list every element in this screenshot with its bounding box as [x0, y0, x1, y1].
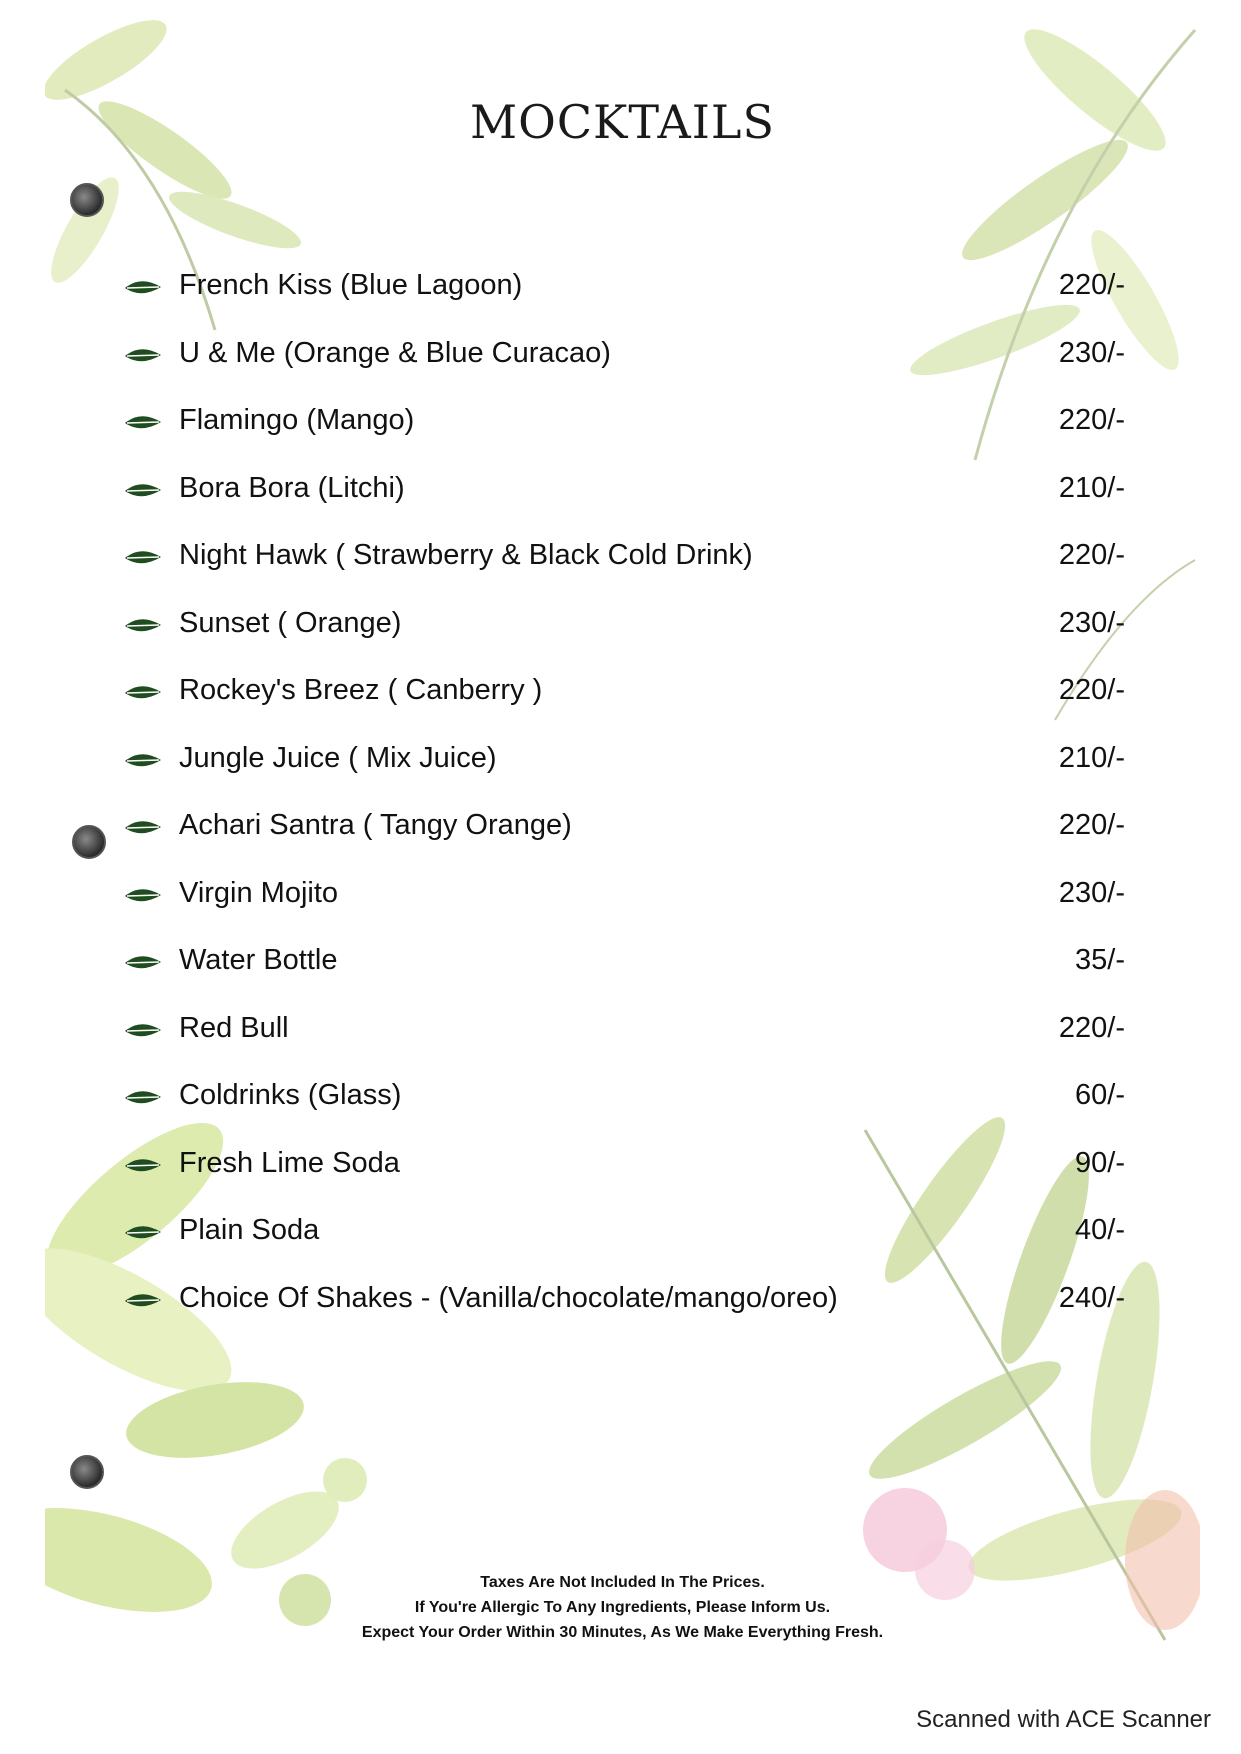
footer-line: Expect Your Order Within 30 Minutes, As We Make Everything Fresh. — [361, 1624, 884, 1641]
menu-item — [45, 805, 1200, 853]
menu-item-price: 220/- — [1058, 404, 1125, 436]
menu-item-price: 210/- — [1058, 471, 1125, 504]
menu-item — [45, 1075, 1200, 1123]
menu-item-name: Bora Bora (Litchi) — [179, 471, 405, 504]
menu-item-name: Sunset ( Orange) — [179, 606, 402, 639]
leaf-bullet-icon — [123, 883, 163, 907]
menu-item-name: French Kiss (Blue Lagoon) — [179, 269, 523, 301]
page-title: MOCKTAILS — [470, 95, 775, 149]
menu-item — [45, 265, 1200, 313]
leaf-bullet-icon — [123, 1288, 163, 1312]
menu-item-price: 35/- — [1075, 944, 1125, 976]
menu-item-price: 220/- — [1058, 269, 1125, 301]
leaf-bullet-icon — [123, 1153, 163, 1177]
menu-item-price: 220/- — [1058, 674, 1125, 706]
menu-item-price: 220/- — [1058, 809, 1125, 841]
menu-item-name: U & Me (Orange & Blue Curacao) — [179, 336, 611, 369]
menu-item — [45, 940, 1200, 988]
menu-item-price: 230/- — [1058, 606, 1125, 639]
menu-item-name: Red Bull — [179, 1011, 289, 1044]
menu-item — [45, 400, 1200, 448]
menu-item — [45, 603, 1200, 651]
leaf-bullet-icon — [123, 1018, 163, 1042]
menu-item-price: 220/- — [1058, 539, 1125, 571]
leaf-bullet-icon — [123, 1085, 163, 1109]
menu-item — [45, 1210, 1200, 1258]
menu-item-name: Plain Soda — [179, 1214, 320, 1246]
footer-notes — [45, 1570, 1200, 1645]
menu-item-name: Virgin Mojito — [179, 876, 339, 909]
binder-hole-icon — [70, 183, 104, 217]
menu-item-name: Choice Of Shakes - (Vanilla/chocolate/mango/oreo) — [179, 1281, 838, 1314]
menu-item-name: Achari Santra ( Tangy Orange) — [179, 809, 572, 841]
menu-item — [45, 738, 1200, 786]
leaf-bullet-icon — [123, 950, 163, 974]
menu-item-name: Coldrinks (Glass) — [179, 1079, 402, 1111]
leaf-bullet-icon — [123, 815, 163, 839]
menu-item — [45, 333, 1200, 381]
leaf-bullet-icon — [123, 545, 163, 569]
menu-item-price: 230/- — [1058, 876, 1125, 909]
menu-item-price: 210/- — [1058, 741, 1125, 774]
footer-line: If You're Allergic To Any Ingredients, Please Inform Us. — [414, 1599, 831, 1616]
menu-item-name: Night Hawk ( Strawberry & Black Cold Drink) — [179, 539, 753, 571]
menu-item-price: 90/- — [1075, 1146, 1125, 1179]
binder-hole-icon — [70, 1455, 104, 1489]
menu-item-price: 60/- — [1075, 1079, 1125, 1111]
leaf-bullet-icon — [123, 1220, 163, 1244]
leaf-bullet-icon — [123, 410, 163, 434]
menu-item — [45, 468, 1200, 516]
menu-item — [45, 535, 1200, 583]
menu-item-price: 40/- — [1075, 1214, 1125, 1246]
scanner-watermark: Scanned with ACE Scanner — [916, 1706, 1211, 1733]
footer-line: Taxes Are Not Included In The Prices. — [480, 1574, 765, 1591]
leaf-bullet-icon — [123, 748, 163, 772]
leaf-bullet-icon — [123, 343, 163, 367]
menu-item-name: Fresh Lime Soda — [179, 1146, 400, 1179]
menu-item-name: Jungle Juice ( Mix Juice) — [179, 741, 497, 774]
menu-item — [45, 1008, 1200, 1056]
menu-item-price: 230/- — [1058, 336, 1125, 369]
menu-item-price: 240/- — [1058, 1281, 1125, 1314]
menu-page — [45, 0, 1200, 1665]
menu-item-name: Flamingo (Mango) — [179, 404, 415, 436]
menu-item — [45, 873, 1200, 921]
menu-item — [45, 670, 1200, 718]
menu-item — [45, 1143, 1200, 1191]
menu-item-name: Water Bottle — [179, 944, 338, 976]
menu-item-name: Rockey's Breez ( Canberry ) — [179, 674, 543, 706]
leaf-bullet-icon — [123, 478, 163, 502]
leaf-bullet-icon — [123, 613, 163, 637]
menu-item-price: 220/- — [1058, 1011, 1125, 1044]
leaf-bullet-icon — [123, 680, 163, 704]
leaf-bullet-icon — [123, 275, 163, 299]
menu-item — [45, 1278, 1200, 1326]
